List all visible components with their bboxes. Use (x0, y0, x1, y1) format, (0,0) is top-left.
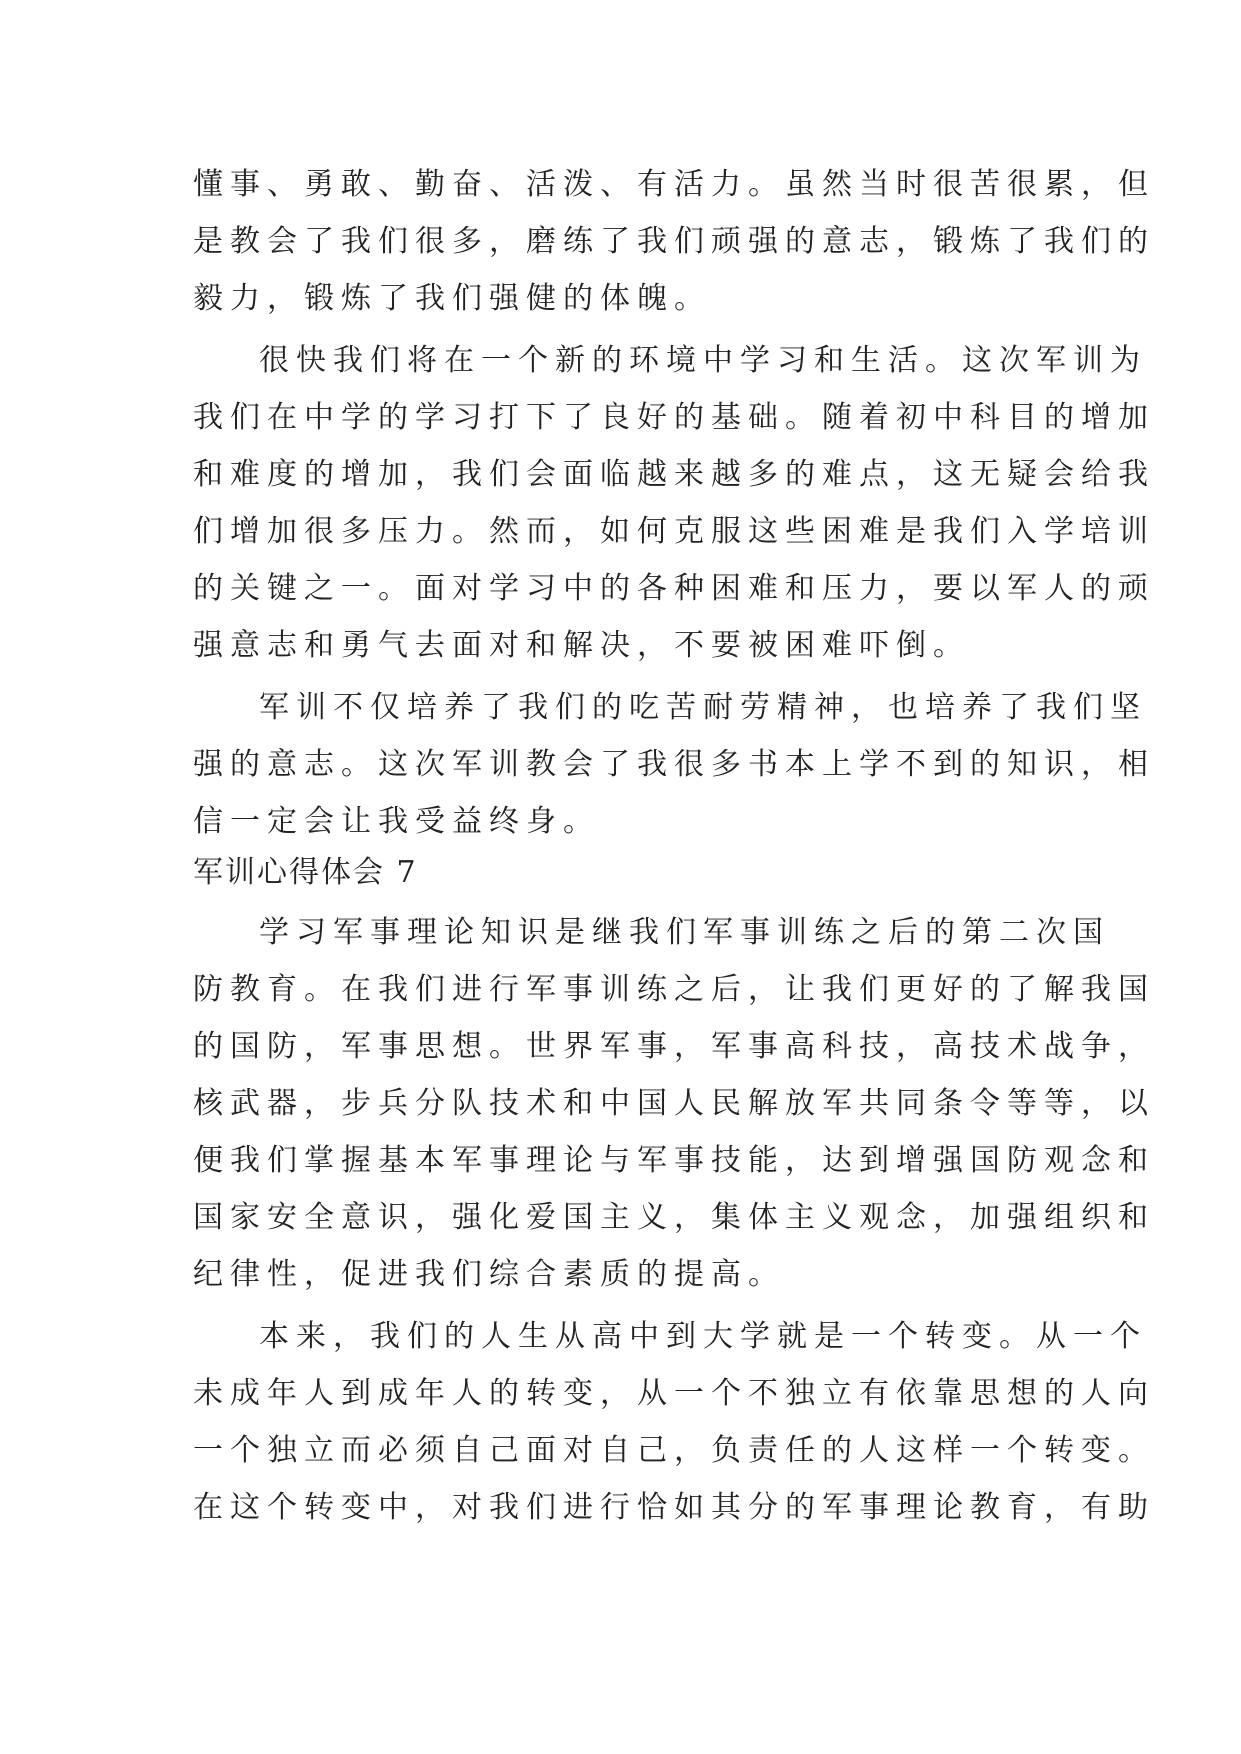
paragraph-3-line-1: 军训不仅培养了我们的吃苦耐劳精神，也培养了我们坚 (259, 690, 1147, 725)
paragraph-4-line-3: 的国防，军事思想。世界军事，军事高科技，高技术战争， (193, 1029, 1155, 1064)
paragraph-1-line-1: 懂事、勇敢、勤奋、活泼、有活力。虽然当时很苦很累，但 (193, 167, 1155, 202)
paragraph-3-line-2: 强的意志。这次军训教会了我很多书本上学不到的知识，相 (193, 747, 1155, 782)
section-title: 军训心得体会 7 (193, 855, 418, 890)
paragraph-5-line-2: 未成年人到成年人的转变，从一个不独立有依靠思想的人向 (193, 1376, 1155, 1411)
paragraph-4-line-4: 核武器，步兵分队技术和中国人民解放军共同条令等等，以 (193, 1086, 1155, 1121)
paragraph-4-line-7: 纪律性，促进我们综合素质的提高。 (193, 1257, 785, 1292)
paragraph-4-line-2: 防教育。在我们进行军事训练之后，让我们更好的了解我国 (193, 972, 1155, 1007)
paragraph-5-line-1: 本来，我们的人生从高中到大学就是一个转变。从一个 (259, 1319, 1147, 1354)
paragraph-1-line-2: 是教会了我们很多，磨练了我们顽强的意志，锻炼了我们的 (193, 224, 1155, 259)
paragraph-2-line-1: 很快我们将在一个新的环境中学习和生活。这次军训为 (259, 343, 1147, 378)
paragraph-3-line-3: 信一定会让我受益终身。 (193, 804, 600, 839)
paragraph-5-line-4: 在这个转变中，对我们进行恰如其分的军事理论教育，有助 (193, 1490, 1155, 1525)
paragraph-4-line-5: 便我们掌握基本军事理论与军事技能，达到增强国防观念和 (193, 1143, 1155, 1178)
paragraph-2-line-3: 和难度的增加，我们会面临越来越多的难点，这无疑会给我 (193, 457, 1155, 492)
paragraph-2-line-4: 们增加很多压力。然而，如何克服这些困难是我们入学培训 (193, 514, 1155, 549)
paragraph-2-line-5: 的关键之一。面对学习中的各种困难和压力，要以军人的顽 (193, 571, 1155, 606)
paragraph-4-line-6: 国家安全意识，强化爱国主义，集体主义观念，加强组织和 (193, 1200, 1155, 1235)
paragraph-2-line-6: 强意志和勇气去面对和解决，不要被困难吓倒。 (193, 628, 970, 663)
paragraph-5-line-3: 一个独立而必须自己面对自己，负责任的人这样一个转变。 (193, 1433, 1155, 1468)
paragraph-1-line-3: 毅力，锻炼了我们强健的体魄。 (193, 281, 711, 316)
paragraph-4-line-1: 学习军事理论知识是继我们军事训练之后的第二次国 (259, 915, 1110, 950)
paragraph-2-line-2: 我们在中学的学习打下了良好的基础。随着初中科目的增加 (193, 400, 1155, 435)
